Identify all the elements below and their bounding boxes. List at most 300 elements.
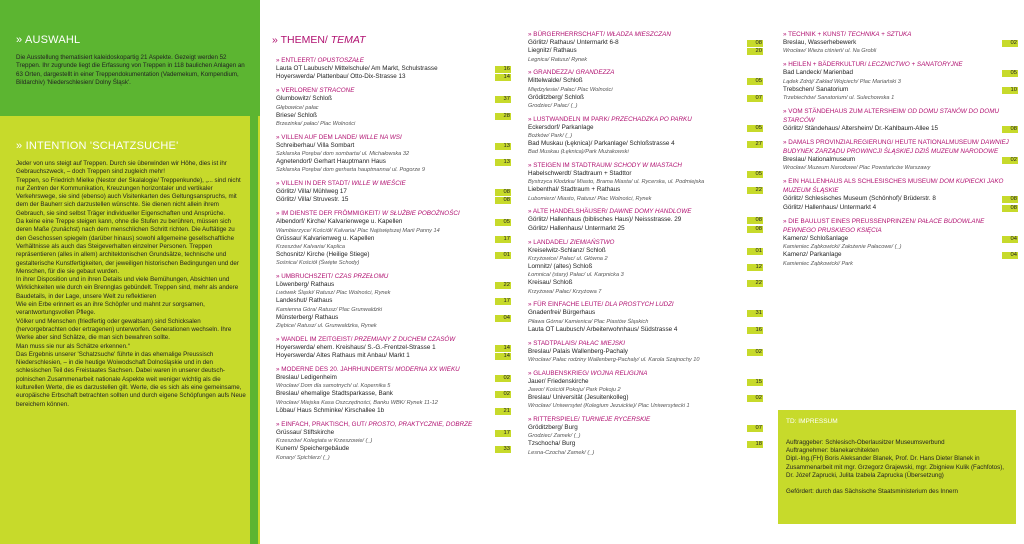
- location-name: Breslau/ Nationalmuseum: [783, 156, 856, 164]
- location-name: Eckersdorf/ Parkanlage: [528, 123, 594, 131]
- location-entry: [783, 125, 1018, 133]
- theme-section: [528, 30, 763, 64]
- location-entry: [528, 424, 763, 432]
- location-polish-name: Wrocław/ Miejska Kasa Oszczędności, Banku WBK/ Rynek 11-12: [276, 399, 438, 406]
- theme-heading-pl: WOJNA RELIGIJNA: [590, 369, 648, 377]
- location-number-badge: 02: [747, 349, 763, 356]
- themen-heading: [272, 34, 366, 46]
- theme-heading: [528, 161, 763, 170]
- location-name: Briese/ Schloß: [276, 111, 317, 119]
- location-name: Glumbowitz/ Schloß: [276, 95, 332, 103]
- location-entry: [528, 77, 763, 85]
- location-polish-name: Lubomierz/ Miasto, Ratusz/ Plac Wolności, Rynek: [528, 195, 652, 202]
- location-number-badge: 07: [747, 425, 763, 432]
- location-number-badge: 37: [495, 96, 511, 103]
- impressum-line: [786, 480, 1008, 488]
- location-entry: [528, 124, 763, 132]
- location-name: Gröditzberg/ Schloß: [528, 93, 584, 101]
- theme-heading-de: » GLAUBENSKRIEG/: [528, 369, 589, 377]
- location-name: Albendorf/ Kirche/ Kalvarienwege u. Kapellen: [276, 218, 403, 226]
- theme-section: [528, 68, 763, 110]
- location-name: Schosnitz/ Kirche (Heilige Stiege): [276, 251, 370, 259]
- location-number-badge: 05: [747, 78, 763, 85]
- theme-heading: [783, 107, 1018, 125]
- location-entry: [528, 309, 763, 317]
- location-entry: [783, 235, 1018, 243]
- theme-heading: [528, 115, 763, 124]
- location-polish-name: Wrocław/ Dom dla samotnych/ ul. Kopernika 5: [276, 383, 391, 390]
- location-number-badge: 08: [1002, 126, 1018, 133]
- intention-paragraph: Völker und Menschen (friedfertig oder gewaltsam) sind Schicksalen (hervorgebrachten oder ertragenen) unterworfen. Generationen wechseln. Ihre Werke aber sind Schätze, die man sich bewahren sollte.: [16, 317, 232, 342]
- impressum-box: [778, 410, 1016, 524]
- location-number-badge: 14: [495, 345, 511, 352]
- location-name: Görlitz/ Villa/ Struvestr. 15: [276, 196, 349, 204]
- theme-heading: [783, 217, 1018, 235]
- location-entry: [528, 216, 763, 224]
- location-number-badge: 20: [747, 48, 763, 55]
- location-polish-name: Międzylesie/ Pałac/ Plac Wolności: [528, 86, 613, 93]
- theme-section: [528, 115, 763, 157]
- location-name: Hoyerswerda/ Plattenbau/ Otto-Dix-Strasse 13: [276, 73, 406, 81]
- location-number-badge: 04: [495, 315, 511, 322]
- theme-section: [528, 415, 763, 457]
- location-name: Grüssau/ Stiftskirche: [276, 428, 335, 436]
- location-entry: [528, 170, 763, 178]
- location-polish-name: Bystrzyca Kłodzka/ Miasto, Brama Miasta/ ul. Rycerska, ul. Podmiejska: [528, 179, 705, 186]
- location-number-badge: 02: [495, 391, 511, 398]
- location-entry: [783, 156, 1018, 164]
- location-name: Lauta OT Laubusch/ Mittelschule/ Am Markt, Schulstrasse: [276, 65, 438, 72]
- location-entry: [276, 407, 511, 415]
- auswahl-panel: [0, 0, 260, 116]
- location-entry: [528, 247, 763, 255]
- theme-section: [783, 107, 1018, 133]
- theme-section: [783, 30, 1018, 55]
- intention-heading: » INTENTION 'SCHATZSUCHE': [16, 140, 179, 152]
- location-number-badge: 14: [495, 353, 511, 360]
- theme-heading-pl: W SŁUŻBIE POBOŻNOŚCI: [382, 210, 460, 218]
- location-number-badge: 08: [495, 197, 511, 204]
- location-entry: [528, 348, 763, 356]
- location-name: Görlitz/ Hallenhaus/ Untermarkt 4: [783, 203, 877, 211]
- location-name: Hoyerswerda/ Altes Rathaus mit Anbau/ Markt 1: [276, 352, 410, 360]
- location-name: Breslau, Wasserhebewerk: [783, 39, 857, 46]
- theme-heading-de: » BÜRGERHERRSCHAFT/: [528, 31, 605, 38]
- theme-heading-de: » VERLOREN/: [276, 87, 318, 95]
- location-entry: [783, 195, 1018, 203]
- location-entry: [276, 218, 511, 226]
- location-name: Löbau/ Haus Schminke/ Kirschallee 1b: [276, 406, 385, 414]
- location-entry: [276, 281, 511, 289]
- location-name: Breslau/ Palais Wallenberg-Pachaly: [528, 347, 628, 355]
- theme-heading: [528, 369, 763, 378]
- location-number-badge: 10: [1002, 87, 1018, 94]
- theme-heading: [276, 179, 511, 188]
- location-polish-name: Głębowice/ pałac: [276, 104, 319, 111]
- themes-column-2: [528, 30, 763, 461]
- location-polish-name: Szklarska Poręba/ dom sombarta/ ul. Michałowska 32: [276, 151, 410, 158]
- theme-heading-pl: OD DOMU STANÓW DO DOMU STARCÓW: [783, 107, 999, 124]
- location-number-badge: 08: [747, 226, 763, 233]
- location-polish-name: Konary/ Spichlerz/ (_): [276, 454, 330, 461]
- location-polish-name: Sośnica/ Kościół (Święte Schody): [276, 260, 360, 267]
- theme-heading: [528, 415, 763, 424]
- theme-section: [276, 56, 511, 82]
- theme-heading-pl: DAWNIEJ BUDYNEK ZARZĄDU PROWINCJI ŚLĄSKIEJ DZIŚ MUZEUM NARODOWE: [783, 139, 1009, 156]
- location-name: Agnetendorf/ Gerhart Hauptmann Haus: [276, 158, 386, 166]
- location-entry: [528, 378, 763, 386]
- location-number-badge: 17: [495, 298, 511, 305]
- theme-section: [783, 177, 1018, 212]
- theme-heading-pl: MODERNA XX WIEKU: [395, 366, 460, 373]
- theme-section: [783, 60, 1018, 102]
- location-number-badge: 02: [1002, 157, 1018, 164]
- location-entry: [783, 39, 1018, 47]
- location-entry: [276, 297, 511, 305]
- location-entry: [276, 235, 511, 243]
- location-name: Schreiberhau/ Villa Sombart: [276, 141, 355, 149]
- theme-heading: [783, 177, 1018, 195]
- theme-heading-pl: GRANDEZZA: [575, 69, 615, 77]
- location-polish-name: Trzebiechów/ Sanatorium/ ul. Sulechowska 1: [783, 95, 895, 102]
- theme-heading-de: » ALTE HANDELSHÄUSER/: [528, 208, 608, 216]
- theme-heading-pl: TECHNIKA + SZTUKA: [847, 31, 912, 38]
- location-entry: [276, 142, 511, 150]
- theme-heading-pl: DLA PROSTYCH LUDZI: [604, 301, 674, 309]
- theme-heading-pl: TURNIEJE RYCERSKIE: [581, 415, 651, 423]
- theme-heading-pl: PRZEMIANY Z DUCHEM CZASÓW: [354, 335, 456, 343]
- location-polish-name: Wrocław/ Pałac rodziny Wallenberg-Pachaly/ ul. Karola Szajnochy 10: [528, 357, 700, 363]
- theme-heading-de: » UMBRUCHSZEIT/: [276, 272, 334, 280]
- theme-heading-pl: SCHODY W MIASTACH: [613, 161, 682, 169]
- location-polish-name: Krzeszów/ Kolegiata w Krzeszowie/ (_): [276, 438, 373, 445]
- theme-heading-de: » VILLEN IN DER STADT/: [276, 179, 350, 187]
- location-name: Görlitz/ Hallenhaus (biblisches Haus)/ Neissstrasse. 29: [528, 216, 682, 224]
- theme-section: [528, 207, 763, 233]
- theme-heading-pl: ZIEMIAŃSTWO: [570, 238, 615, 246]
- location-number-badge: 22: [747, 187, 763, 194]
- location-name: Görlitz/ Hallenhaus/ Untermarkt 25: [528, 224, 625, 232]
- location-polish-name: Krzyżowice/ Pałac/ ul. Główna 2: [528, 255, 608, 262]
- theme-section: [528, 369, 763, 411]
- location-number-badge: 16: [495, 66, 511, 73]
- intention-paragraph: Wie ein Erbe erinnert es an ihre Schöpfer und mahnt zur sorgsamen, verantwortungsvollen Pflege.: [16, 301, 205, 317]
- theme-heading-pl: OPUSTOSZAŁE: [317, 57, 364, 64]
- location-entry: [528, 186, 763, 194]
- location-number-badge: 12: [747, 264, 763, 271]
- theme-heading-de: » TECHNIK + KUNST/: [783, 31, 847, 38]
- location-polish-name: Wrocław/ Uniwersytet (Kolegium Jezuickie)/ Plac Uniwersytecki 1: [528, 403, 690, 410]
- theme-heading: [528, 339, 763, 348]
- location-entry: [276, 196, 511, 204]
- theme-heading: [528, 300, 763, 309]
- theme-section: [528, 161, 763, 203]
- theme-section: [276, 209, 511, 267]
- location-number-badge: 08: [747, 40, 763, 47]
- location-number-badge: 17: [495, 430, 511, 437]
- location-entry: [276, 251, 511, 259]
- location-number-badge: 04: [1002, 252, 1018, 259]
- theme-heading-de: » STADTPALAIS/: [528, 339, 577, 347]
- theme-heading: [276, 272, 511, 281]
- location-polish-name: Grodziec/ Zamek/ (_): [528, 433, 581, 440]
- theme-heading: [276, 133, 511, 142]
- location-name: Löwenberg/ Rathaus: [276, 280, 335, 288]
- location-name: Trebschen/ Sanatorium: [783, 85, 849, 93]
- theme-section: [276, 179, 511, 205]
- theme-section: [528, 300, 763, 334]
- location-number-badge: 05: [747, 125, 763, 132]
- theme-section: [276, 335, 511, 361]
- location-name: Breslau/ ehemalige Stadtsparkasse, Bank: [276, 390, 393, 398]
- location-entry: [276, 65, 511, 73]
- theme-heading-de: » VILLEN AUF DEM LANDE/: [276, 133, 358, 141]
- intention-body: [16, 160, 246, 409]
- location-name: Kunern/ Speichergebäude: [276, 445, 350, 453]
- location-name: Bad Muskau (Łęknica)/ Parkanlage/ Schloßstrasse 4: [528, 140, 675, 148]
- theme-heading-pl: CZAS PRZEŁOMU: [334, 272, 389, 280]
- location-name: Gnadenfrei/ Bürgerhaus: [528, 309, 596, 317]
- location-entry: [783, 69, 1018, 77]
- theme-section: [528, 238, 763, 296]
- location-name: Tzschocha/ Burg: [528, 440, 576, 448]
- location-entry: [528, 39, 763, 47]
- location-number-badge: 01: [747, 248, 763, 255]
- location-name: Bad Landeck/ Marienbad: [783, 69, 854, 77]
- location-name: Grüssau/ Kalvarienweg u. Kapellen: [276, 234, 375, 242]
- theme-heading-pl: PRZECHADZKA PO PARKU: [611, 115, 692, 123]
- themes-column-1: [276, 56, 511, 466]
- theme-heading-pl: LECZNICTWO + SANATORYJNE: [868, 61, 963, 69]
- location-polish-name: Grodziec/ Pałac/ (_): [528, 103, 578, 110]
- location-number-badge: 04: [1002, 236, 1018, 243]
- location-number-badge: 22: [495, 282, 511, 289]
- location-polish-name: Lądek Zdrój/ Zakład Wojciech/ Plac Mariański 3: [783, 78, 901, 85]
- location-polish-name: Kamieniec Ząbkowicki/ Park: [783, 260, 853, 267]
- location-entry: [528, 140, 763, 148]
- theme-heading: [276, 56, 511, 65]
- theme-heading: [528, 238, 763, 247]
- impressum-line: Auftragnehmer: blanekarchitekten: [786, 447, 879, 455]
- location-number-badge: 21: [495, 408, 511, 415]
- theme-heading: [528, 30, 763, 39]
- themen-heading-de: » THEMEN/: [272, 34, 328, 46]
- impressum-line: Gefördert: durch das Sächsische Staatsministerium des Innern: [786, 488, 958, 496]
- theme-heading-de: » EINFACH, PRAKTISCH, GUT/: [276, 420, 367, 428]
- location-number-badge: 02: [495, 375, 511, 382]
- theme-heading-de: » IM DIENSTE DER FRÖMMIGKEIT/: [276, 210, 381, 218]
- theme-heading: [276, 365, 511, 374]
- theme-heading-de: » DIE BAULUST EINES PREUSSENPRINZEN/: [783, 217, 916, 225]
- location-name: Habelschwerdt/ Stadtraum + Stadttor: [528, 169, 632, 177]
- location-entry: [783, 204, 1018, 212]
- location-name: Görlitz/ Villa/ Mühlweg 17: [276, 187, 347, 195]
- impressum-line: Dipl.-Ing.(FH) Boris Aleksander Blanek, Prof. Dr. Hans Dieter Blanek in Zusammenarbeit mit mgr. Grzegorz Grajewski, mgr. Zbigniew Kulik (Fachfotos), Dr. Józef Zaprucki, Julita Izabela Zaprucka (Übersetzung): [786, 455, 1004, 479]
- theme-heading: [276, 86, 511, 95]
- theme-heading-pl: DAWNE DOMY HANDLOWE: [609, 208, 692, 216]
- location-entry: [276, 95, 511, 103]
- location-entry: [276, 344, 511, 352]
- location-number-badge: 08: [747, 217, 763, 224]
- location-polish-name: Lwówek Śląski/ Ratusz/ Plac Wolności, Rynek: [276, 290, 391, 297]
- location-name: Landeshut/ Rathaus: [276, 297, 333, 305]
- location-name: Münsterberg/ Rathaus: [276, 313, 339, 321]
- location-entry: [783, 251, 1018, 259]
- impressum-line: Auftraggeber: Schlesisch-Oberlausitzer Museumsverbund: [786, 439, 945, 446]
- theme-heading-pl: WŁADZA MIESZCZAN: [606, 31, 671, 38]
- theme-heading-pl: STRACONE: [319, 87, 355, 95]
- location-name: Gröditzberg/ Burg: [528, 423, 578, 431]
- location-entry: [276, 112, 511, 120]
- intention-paragraph: Man muss sie nur als Schätze erkennen.“: [16, 342, 130, 350]
- location-polish-name: Bożków/ Park/ (_): [528, 133, 573, 140]
- themen-heading-pl: TEMAT: [330, 34, 366, 46]
- location-polish-name: Ziębice/ Ratusz/ ul. Grunwaldzka, Rynek: [276, 323, 377, 330]
- theme-heading-de: » VOM STÄNDEHAUS ZUM ALTERSHEIM/: [783, 107, 906, 115]
- location-entry: [276, 374, 511, 382]
- location-name: Mittelwalde/ Schloß: [528, 77, 583, 85]
- location-number-badge: 08: [1002, 196, 1018, 203]
- location-polish-name: Wambierzyce/ Kościół/ Kalvaria/ Plac Najświętszej Marii Panny 14: [276, 227, 440, 234]
- location-number-badge: 27: [747, 141, 763, 148]
- location-entry: [528, 263, 763, 271]
- themes-column-3: [783, 30, 1018, 272]
- location-entry: [276, 158, 511, 166]
- theme-section: [276, 365, 511, 415]
- theme-heading-de: » EIN HALLENHAUS ALS SCHLESISCHES MUSEUM/: [783, 178, 938, 186]
- theme-heading-de: » FÜR EINFACHE LEUTE/: [528, 301, 604, 309]
- location-polish-name: Kamieniec Ząbkowicki/ Założenie Pałacowe/ (_): [783, 244, 902, 251]
- location-name: Görlitz/ Schlesisches Museum (Schönhof)/ Brüderstr. 8: [783, 195, 936, 203]
- theme-heading-de: » GRANDEZZA/: [528, 69, 574, 77]
- location-entry: [783, 86, 1018, 94]
- location-polish-name: Lesna-Czocha/ Zamek/ (_): [528, 449, 595, 456]
- location-number-badge: 07: [747, 95, 763, 102]
- location-number-badge: 02: [747, 395, 763, 402]
- intention-paragraph: Treppen, so Friedrich Mielke (Nestor der Skalalogie/ Treppenkunde), „... sind nicht nur Zentren der Kommunikation, Kreuzungen horizontaler und vertikaler Verkehrswege, sie sind (ebenso) auch Visitenkarten des Geltungsanspruchs, mit dem der Bauherr sich darzustellen wünschte. Sie dienen nicht allein ihrem Gebrauch, sie sind selbst Träger individueller Eigenschaften und Ansprüche.: [16, 176, 241, 217]
- location-entry: [528, 47, 763, 55]
- location-number-badge: 31: [747, 310, 763, 317]
- theme-heading: [783, 60, 1018, 69]
- location-number-badge: 08: [495, 189, 511, 196]
- location-name: Kreisau/ Schloß: [528, 279, 573, 287]
- location-number-badge: 18: [747, 441, 763, 448]
- theme-heading-pl: DOM KUPIECKI JAKO MUZEUM ŚLĄSKIE: [783, 178, 1004, 195]
- location-number-badge: 33: [495, 446, 511, 453]
- divider-strip: [250, 0, 258, 544]
- theme-heading-de: » MODERNE DES 20. JAHRHUNDERTS/: [276, 366, 394, 373]
- location-name: Breslau/ Ledigenheim: [276, 374, 337, 381]
- theme-heading: [528, 207, 763, 216]
- location-number-badge: 17: [495, 236, 511, 243]
- location-entry: [276, 445, 511, 453]
- auswahl-heading: » AUSWAHL: [16, 34, 81, 46]
- theme-heading: [783, 138, 1018, 156]
- theme-heading-pl: PAŁACE BUDOWLANE PEWNEGO PRUSKIEGO KSIĘCIA: [783, 217, 985, 234]
- theme-heading: [276, 420, 511, 429]
- location-entry: [276, 188, 511, 196]
- impressum-lines: [786, 439, 1008, 496]
- theme-heading-de: » LUSTWANDELN IM PARK/: [528, 115, 610, 123]
- theme-heading: [783, 30, 1018, 39]
- location-number-badge: 13: [495, 143, 511, 150]
- location-polish-name: Piława Górna/ Kamienica/ Plac Piastów Śląskich: [528, 318, 649, 325]
- location-name: Jauer/ Friedenskirche: [528, 377, 589, 385]
- location-entry: [528, 225, 763, 233]
- intention-paragraph: In ihrer Disposition und in ihren Details und viele Bemühungen, Absichten und Wirklichkeiten wie durch ein Brennglas gebündelt. Treppen sind, mehr als andere Baudetails, in der Lage, unsere Welt zu reflektieren: [16, 276, 239, 300]
- location-number-badge: 22: [747, 280, 763, 287]
- theme-heading-pl: WILLE W MIEŚCIE: [351, 179, 406, 187]
- location-name: Kreiselwitz-Schlanz/ Schloß: [528, 246, 606, 254]
- intention-panel: [0, 116, 260, 544]
- location-polish-name: Krzyżowa/ Pałac/ Krzyżowa 7: [528, 288, 602, 295]
- location-name: Lomnitz/ (altes) Schloß: [528, 262, 593, 270]
- location-polish-name: Bad Muskau (Łęknica)/Park Mużakowski: [528, 149, 629, 156]
- location-name: Breslau/ Universität (Jesuitenkolleg): [528, 393, 629, 401]
- location-entry: [528, 326, 763, 334]
- location-number-badge: 13: [495, 159, 511, 166]
- theme-heading-de: » STEIGEN IM STADTRAUM/: [528, 161, 612, 169]
- location-number-badge: 05: [747, 171, 763, 178]
- location-entry: [528, 440, 763, 448]
- location-number-badge: 05: [495, 219, 511, 226]
- location-entry: [528, 279, 763, 287]
- location-polish-name: Wrocław/ Muzeum Narodowe/ Plac Powstańców Warszawy: [783, 165, 931, 172]
- theme-heading-pl: PROSTO, PRAKTYCZNIE, DOBRZE: [368, 420, 473, 428]
- location-polish-name: Krzeszów/ Kalvaria/ Kaplica: [276, 244, 346, 251]
- intention-paragraph: Jeder von uns steigt auf Treppen. Durch sie überwinden wir Höhe, dies ist ihr Gebrauchszweck, – doch Treppen sind zugleich mehr!: [16, 160, 227, 176]
- location-polish-name: Brzezinka/ pałac/ Plac Wolności: [276, 121, 356, 128]
- location-number-badge: 08: [1002, 205, 1018, 212]
- location-polish-name: Jawor/ Kościół Pokoju/ Park Pokoju 2: [528, 386, 621, 393]
- location-entry: [276, 390, 511, 398]
- intention-paragraph: Das Ergebnis unserer 'Schatzsuche' führte in das ehemalige Preussisch Niederschlesien, – in die heutige Woiwodschaft Dolnośląskie und in den schlesischen Teil des Freistaates Sachsen. Dabei waren in unserer deutsch-polnischen Zusammenarbeit nationale Aspekte weit weniger wichtig als die kulturellen Werte, die es darzustellen gilt. Werte, die es sich als eine gemeinsame, europäische Erbschaft betrachten sollten und durch eigene Schöpfungen aufs Neue bereichern können.: [16, 350, 246, 408]
- theme-section: [276, 420, 511, 462]
- location-name: Hoyerswerda/ ehem. Kreishaus/ S.-G.-Frentzel-Strasse 1: [276, 343, 436, 351]
- location-entry: [276, 352, 511, 360]
- auswahl-text: Die Ausstellung thematisiert kaleidoskopartig 21 Aspekte. Gezeigt werden 52 Treppen. Ihr zugrunde liegt die Erfassung von Treppen in 118 baulichen Anlagen an 63 Orten, dargestellt in einer Treppendokumentation (Vademekum, Kompendium, Bildarchiv) 'Niederschlesien/ Dolny Śląsk'.: [16, 54, 245, 86]
- location-entry: [528, 94, 763, 102]
- theme-section: [276, 272, 511, 330]
- location-polish-name: Wrocław/ Wieża ciśnień/ ul. Na Grobli: [783, 48, 877, 55]
- location-entry: [276, 429, 511, 437]
- theme-heading: [276, 209, 511, 218]
- location-polish-name: Łomnica/ (stary) Pałac/ ul. Karpnicka 3: [528, 272, 624, 279]
- theme-section: [783, 138, 1018, 172]
- theme-heading-de: » ENTLEERT/: [276, 57, 316, 64]
- theme-section: [276, 133, 511, 175]
- location-entry: [276, 314, 511, 322]
- location-name: Lauta OT Laubusch/ Arbeiterwohnhaus/ Südstrasse 4: [528, 325, 678, 333]
- theme-heading-de: » DAMALS PROVINZIALREGIERUNG/ HEUTE NATIONALMUSEUM/: [783, 139, 979, 147]
- theme-section: [528, 339, 763, 364]
- location-polish-name: Kamienna Góra/ Ratusz/ Plac Grunwaldzki: [276, 306, 383, 313]
- location-number-badge: 02: [1002, 40, 1018, 47]
- location-name: Liegnitz/ Rathaus: [528, 47, 577, 55]
- theme-section: [276, 86, 511, 128]
- theme-heading-de: » RITTERSPIELE/: [528, 415, 580, 423]
- theme-heading-de: » HEILEN + BÄDERKULTUR/: [783, 61, 867, 69]
- theme-heading-pl: WILLE NA WSI: [358, 133, 402, 141]
- location-name: Görlitz/ Ständehaus/ Altersheim/ Dr.-Kahlbaum-Allee 15: [783, 124, 939, 132]
- theme-heading-de: » WANDEL IM ZEITGEIST/: [276, 335, 353, 343]
- theme-heading: [276, 335, 511, 344]
- location-name: Liebenthal/ Stadtraum + Rathaus: [528, 186, 621, 194]
- location-polish-name: Szklarska Poręba/ dom gerharta hauptmanna/ ul. Pogorze 9: [276, 167, 425, 174]
- theme-heading-pl: PAŁAC MIEJSKI: [578, 339, 625, 347]
- left-panel: [0, 0, 260, 544]
- location-number-badge: 15: [747, 379, 763, 386]
